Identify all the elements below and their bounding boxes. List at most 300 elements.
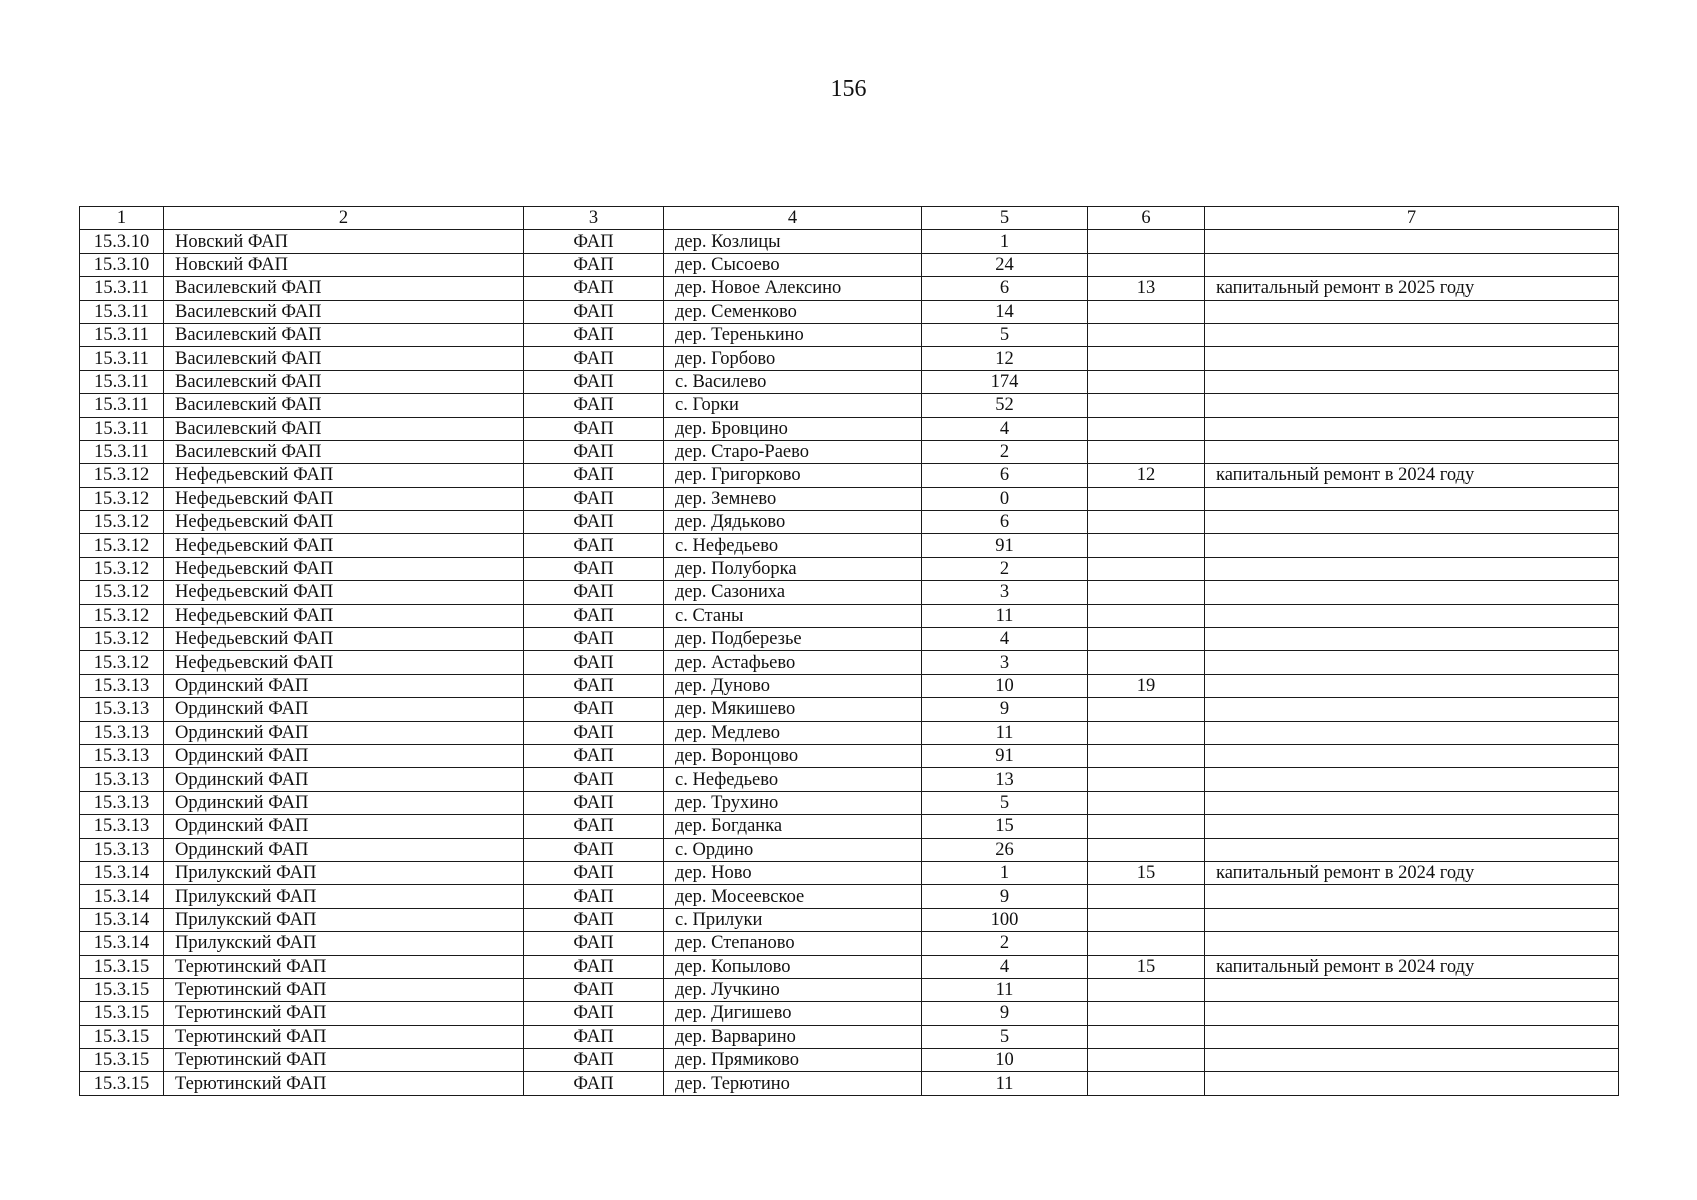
column-header: 4 [664, 207, 922, 230]
note-cell [1205, 370, 1619, 393]
count-cell [1088, 557, 1205, 580]
row-code-cell: 15.3.15 [80, 1072, 164, 1095]
facility-name-cell: Терютинский ФАП [164, 1049, 524, 1072]
population-cell: 11 [922, 978, 1088, 1001]
settlement-cell: дер. Копылово [664, 955, 922, 978]
settlement-cell: дер. Трухино [664, 791, 922, 814]
table-row [80, 768, 1619, 791]
facility-name-cell: Нефедьевский ФАП [164, 511, 524, 534]
note-cell: капитальный ремонт в 2024 году [1205, 861, 1619, 884]
note-cell [1205, 300, 1619, 323]
note-cell [1205, 698, 1619, 721]
table-row [80, 955, 1619, 978]
facility-name-cell: Нефедьевский ФАП [164, 557, 524, 580]
column-header: 3 [524, 207, 664, 230]
note-cell [1205, 932, 1619, 955]
settlement-cell: дер. Астафьево [664, 651, 922, 674]
table-row [80, 838, 1619, 861]
row-code-cell: 15.3.12 [80, 628, 164, 651]
count-cell [1088, 300, 1205, 323]
row-code-cell: 15.3.15 [80, 955, 164, 978]
facility-type-cell: ФАП [524, 674, 664, 697]
count-cell [1088, 323, 1205, 346]
row-code-cell: 15.3.12 [80, 464, 164, 487]
settlement-cell: с. Нефедьево [664, 768, 922, 791]
row-code-cell: 15.3.11 [80, 323, 164, 346]
facility-type-cell: ФАП [524, 932, 664, 955]
table-row [80, 230, 1619, 253]
settlement-cell: дер. Ново [664, 861, 922, 884]
facility-type-cell: ФАП [524, 557, 664, 580]
count-cell [1088, 230, 1205, 253]
row-code-cell: 15.3.11 [80, 417, 164, 440]
settlement-cell: с. Прилуки [664, 908, 922, 931]
note-cell [1205, 323, 1619, 346]
facility-name-cell: Василевский ФАП [164, 277, 524, 300]
count-cell [1088, 534, 1205, 557]
row-code-cell: 15.3.15 [80, 978, 164, 1001]
settlement-cell: дер. Терютино [664, 1072, 922, 1095]
population-cell: 3 [922, 581, 1088, 604]
population-cell: 2 [922, 440, 1088, 463]
settlement-cell: дер. Степаново [664, 932, 922, 955]
facility-name-cell: Василевский ФАП [164, 300, 524, 323]
row-code-cell: 15.3.14 [80, 908, 164, 931]
population-cell: 11 [922, 721, 1088, 744]
facility-name-cell: Ординский ФАП [164, 815, 524, 838]
facility-name-cell: Ординский ФАП [164, 698, 524, 721]
table-row [80, 815, 1619, 838]
table-row [80, 932, 1619, 955]
facility-name-cell: Нефедьевский ФАП [164, 628, 524, 651]
count-cell [1088, 511, 1205, 534]
settlement-cell: дер. Горбово [664, 347, 922, 370]
note-cell: капитальный ремонт в 2024 году [1205, 464, 1619, 487]
facility-type-cell: ФАП [524, 1049, 664, 1072]
table-row [80, 721, 1619, 744]
settlement-cell: дер. Мосеевское [664, 885, 922, 908]
population-cell: 9 [922, 885, 1088, 908]
facility-type-cell: ФАП [524, 885, 664, 908]
row-code-cell: 15.3.13 [80, 721, 164, 744]
facility-type-cell: ФАП [524, 323, 664, 346]
population-cell: 6 [922, 464, 1088, 487]
population-cell: 15 [922, 815, 1088, 838]
settlement-cell: дер. Медлево [664, 721, 922, 744]
table-row [80, 534, 1619, 557]
row-code-cell: 15.3.13 [80, 744, 164, 767]
facility-type-cell: ФАП [524, 744, 664, 767]
row-code-cell: 15.3.14 [80, 861, 164, 884]
table-body [80, 230, 1619, 1095]
settlement-cell: дер. Дядьково [664, 511, 922, 534]
population-cell: 12 [922, 347, 1088, 370]
note-cell [1205, 230, 1619, 253]
note-cell [1205, 557, 1619, 580]
count-cell [1088, 440, 1205, 463]
facility-type-cell: ФАП [524, 534, 664, 557]
settlement-cell: с. Нефедьево [664, 534, 922, 557]
column-header: 1 [80, 207, 164, 230]
settlement-cell: дер. Новое Алексино [664, 277, 922, 300]
note-cell [1205, 1025, 1619, 1048]
note-cell [1205, 721, 1619, 744]
facility-type-cell: ФАП [524, 253, 664, 276]
settlement-cell: с. Станы [664, 604, 922, 627]
count-cell [1088, 253, 1205, 276]
note-cell [1205, 674, 1619, 697]
note-cell: капитальный ремонт в 2025 году [1205, 277, 1619, 300]
note-cell [1205, 604, 1619, 627]
row-code-cell: 15.3.13 [80, 838, 164, 861]
count-cell: 15 [1088, 861, 1205, 884]
row-code-cell: 15.3.13 [80, 791, 164, 814]
facility-name-cell: Терютинский ФАП [164, 955, 524, 978]
table-row [80, 253, 1619, 276]
facility-name-cell: Нефедьевский ФАП [164, 534, 524, 557]
facility-name-cell: Ординский ФАП [164, 768, 524, 791]
settlement-cell: с. Василево [664, 370, 922, 393]
row-code-cell: 15.3.14 [80, 932, 164, 955]
settlement-cell: дер. Варварино [664, 1025, 922, 1048]
table-row [80, 581, 1619, 604]
population-cell: 2 [922, 932, 1088, 955]
note-cell [1205, 791, 1619, 814]
row-code-cell: 15.3.11 [80, 370, 164, 393]
facility-type-cell: ФАП [524, 628, 664, 651]
table-row [80, 698, 1619, 721]
population-cell: 1 [922, 861, 1088, 884]
table-row [80, 1072, 1619, 1095]
population-cell: 0 [922, 487, 1088, 510]
settlement-cell: дер. Полуборка [664, 557, 922, 580]
facility-type-cell: ФАП [524, 277, 664, 300]
table-row [80, 1049, 1619, 1072]
facility-name-cell: Ординский ФАП [164, 721, 524, 744]
settlement-cell: дер. Подберезье [664, 628, 922, 651]
table-row [80, 628, 1619, 651]
facility-type-cell: ФАП [524, 1002, 664, 1025]
settlement-cell: дер. Семенково [664, 300, 922, 323]
note-cell [1205, 768, 1619, 791]
facility-type-cell: ФАП [524, 698, 664, 721]
facility-name-cell: Прилукский ФАП [164, 908, 524, 931]
facility-name-cell: Василевский ФАП [164, 417, 524, 440]
facility-type-cell: ФАП [524, 815, 664, 838]
count-cell [1088, 885, 1205, 908]
row-code-cell: 15.3.11 [80, 347, 164, 370]
settlement-cell: дер. Лучкино [664, 978, 922, 1001]
note-cell [1205, 347, 1619, 370]
count-cell [1088, 604, 1205, 627]
settlement-cell: дер. Воронцово [664, 744, 922, 767]
facility-type-cell: ФАП [524, 300, 664, 323]
facility-type-cell: ФАП [524, 394, 664, 417]
note-cell [1205, 978, 1619, 1001]
count-cell [1088, 628, 1205, 651]
note-cell [1205, 885, 1619, 908]
population-cell: 1 [922, 230, 1088, 253]
table-row [80, 791, 1619, 814]
row-code-cell: 15.3.12 [80, 651, 164, 674]
count-cell [1088, 394, 1205, 417]
column-header: 5 [922, 207, 1088, 230]
count-cell [1088, 487, 1205, 510]
population-cell: 91 [922, 534, 1088, 557]
settlement-cell: дер. Богданка [664, 815, 922, 838]
count-cell [1088, 1049, 1205, 1072]
facility-name-cell: Новский ФАП [164, 230, 524, 253]
note-cell [1205, 1002, 1619, 1025]
facility-name-cell: Василевский ФАП [164, 440, 524, 463]
facility-type-cell: ФАП [524, 768, 664, 791]
population-cell: 10 [922, 674, 1088, 697]
note-cell [1205, 1049, 1619, 1072]
note-cell [1205, 651, 1619, 674]
facility-type-cell: ФАП [524, 721, 664, 744]
count-cell [1088, 791, 1205, 814]
facility-type-cell: ФАП [524, 861, 664, 884]
settlement-cell: дер. Дуново [664, 674, 922, 697]
facility-type-cell: ФАП [524, 604, 664, 627]
note-cell [1205, 394, 1619, 417]
facility-type-cell: ФАП [524, 908, 664, 931]
population-cell: 14 [922, 300, 1088, 323]
count-cell [1088, 744, 1205, 767]
row-code-cell: 15.3.13 [80, 698, 164, 721]
facility-type-cell: ФАП [524, 581, 664, 604]
population-cell: 5 [922, 1025, 1088, 1048]
row-code-cell: 15.3.13 [80, 768, 164, 791]
facility-type-cell: ФАП [524, 955, 664, 978]
facility-type-cell: ФАП [524, 440, 664, 463]
table-row [80, 347, 1619, 370]
facility-name-cell: Нефедьевский ФАП [164, 581, 524, 604]
note-cell [1205, 838, 1619, 861]
header-row [80, 207, 1619, 230]
row-code-cell: 15.3.11 [80, 277, 164, 300]
facility-name-cell: Ординский ФАП [164, 674, 524, 697]
row-code-cell: 15.3.10 [80, 253, 164, 276]
settlement-cell: дер. Григорково [664, 464, 922, 487]
facility-name-cell: Василевский ФАП [164, 347, 524, 370]
page-number: 156 [830, 76, 867, 102]
row-code-cell: 15.3.10 [80, 230, 164, 253]
table-row [80, 1025, 1619, 1048]
table-row [80, 300, 1619, 323]
note-cell [1205, 253, 1619, 276]
settlement-cell: дер. Старо-Раево [664, 440, 922, 463]
count-cell: 12 [1088, 464, 1205, 487]
population-cell: 4 [922, 417, 1088, 440]
row-code-cell: 15.3.11 [80, 300, 164, 323]
population-cell: 9 [922, 698, 1088, 721]
row-code-cell: 15.3.15 [80, 1025, 164, 1048]
table-row [80, 323, 1619, 346]
row-code-cell: 15.3.12 [80, 604, 164, 627]
note-cell [1205, 815, 1619, 838]
population-cell: 52 [922, 394, 1088, 417]
column-header: 6 [1088, 207, 1205, 230]
table-row [80, 370, 1619, 393]
settlement-cell: с. Горки [664, 394, 922, 417]
facility-name-cell: Терютинский ФАП [164, 1002, 524, 1025]
count-cell [1088, 768, 1205, 791]
facility-name-cell: Василевский ФАП [164, 394, 524, 417]
table-row [80, 604, 1619, 627]
table-row [80, 487, 1619, 510]
facility-name-cell: Ординский ФАП [164, 744, 524, 767]
note-cell [1205, 487, 1619, 510]
facility-type-cell: ФАП [524, 511, 664, 534]
column-header: 2 [164, 207, 524, 230]
population-cell: 4 [922, 628, 1088, 651]
facility-name-cell: Прилукский ФАП [164, 861, 524, 884]
row-code-cell: 15.3.12 [80, 581, 164, 604]
facility-name-cell: Терютинский ФАП [164, 1025, 524, 1048]
population-cell: 11 [922, 604, 1088, 627]
table-row [80, 861, 1619, 884]
count-cell: 13 [1088, 277, 1205, 300]
table-row [80, 744, 1619, 767]
facility-type-cell: ФАП [524, 230, 664, 253]
population-cell: 6 [922, 277, 1088, 300]
facility-type-cell: ФАП [524, 417, 664, 440]
population-cell: 4 [922, 955, 1088, 978]
population-cell: 10 [922, 1049, 1088, 1072]
settlement-cell: дер. Бровцино [664, 417, 922, 440]
count-cell [1088, 651, 1205, 674]
row-code-cell: 15.3.15 [80, 1002, 164, 1025]
note-cell [1205, 744, 1619, 767]
data-table [79, 206, 1619, 1096]
table-row [80, 511, 1619, 534]
count-cell [1088, 1072, 1205, 1095]
count-cell [1088, 908, 1205, 931]
settlement-cell: дер. Прямиково [664, 1049, 922, 1072]
facility-name-cell: Нефедьевский ФАП [164, 604, 524, 627]
row-code-cell: 15.3.13 [80, 815, 164, 838]
count-cell [1088, 347, 1205, 370]
note-cell [1205, 908, 1619, 931]
facility-type-cell: ФАП [524, 464, 664, 487]
row-code-cell: 15.3.14 [80, 885, 164, 908]
count-cell [1088, 815, 1205, 838]
settlement-cell: дер. Мякишево [664, 698, 922, 721]
count-cell: 15 [1088, 955, 1205, 978]
facility-type-cell: ФАП [524, 838, 664, 861]
facility-name-cell: Нефедьевский ФАП [164, 464, 524, 487]
population-cell: 3 [922, 651, 1088, 674]
population-cell: 26 [922, 838, 1088, 861]
row-code-cell: 15.3.12 [80, 534, 164, 557]
population-cell: 13 [922, 768, 1088, 791]
settlement-cell: дер. Земнево [664, 487, 922, 510]
facility-name-cell: Нефедьевский ФАП [164, 651, 524, 674]
count-cell [1088, 838, 1205, 861]
settlement-cell: с. Ордино [664, 838, 922, 861]
population-cell: 5 [922, 791, 1088, 814]
facility-type-cell: ФАП [524, 370, 664, 393]
facility-type-cell: ФАП [524, 1072, 664, 1095]
settlement-cell: дер. Козлицы [664, 230, 922, 253]
table-row [80, 464, 1619, 487]
population-cell: 6 [922, 511, 1088, 534]
facility-type-cell: ФАП [524, 1025, 664, 1048]
table-row [80, 1002, 1619, 1025]
note-cell [1205, 440, 1619, 463]
settlement-cell: дер. Дигишево [664, 1002, 922, 1025]
table-row [80, 440, 1619, 463]
facility-name-cell: Ординский ФАП [164, 838, 524, 861]
row-code-cell: 15.3.12 [80, 487, 164, 510]
facility-type-cell: ФАП [524, 487, 664, 510]
population-cell: 5 [922, 323, 1088, 346]
population-cell: 9 [922, 1002, 1088, 1025]
note-cell: капитальный ремонт в 2024 году [1205, 955, 1619, 978]
facility-name-cell: Новский ФАП [164, 253, 524, 276]
facility-name-cell: Терютинский ФАП [164, 1072, 524, 1095]
table-row [80, 978, 1619, 1001]
table-row [80, 885, 1619, 908]
column-header: 7 [1205, 207, 1619, 230]
table-row [80, 394, 1619, 417]
settlement-cell: дер. Сазониха [664, 581, 922, 604]
population-cell: 24 [922, 253, 1088, 276]
row-code-cell: 15.3.12 [80, 557, 164, 580]
facility-type-cell: ФАП [524, 978, 664, 1001]
population-cell: 100 [922, 908, 1088, 931]
note-cell [1205, 417, 1619, 440]
note-cell [1205, 581, 1619, 604]
note-cell [1205, 1072, 1619, 1095]
note-cell [1205, 511, 1619, 534]
settlement-cell: дер. Сысоево [664, 253, 922, 276]
facility-type-cell: ФАП [524, 651, 664, 674]
facility-name-cell: Василевский ФАП [164, 370, 524, 393]
settlement-cell: дер. Теренькино [664, 323, 922, 346]
count-cell [1088, 721, 1205, 744]
population-cell: 2 [922, 557, 1088, 580]
population-cell: 11 [922, 1072, 1088, 1095]
count-cell [1088, 978, 1205, 1001]
row-code-cell: 15.3.11 [80, 440, 164, 463]
facility-name-cell: Прилукский ФАП [164, 885, 524, 908]
count-cell [1088, 417, 1205, 440]
facility-name-cell: Ординский ФАП [164, 791, 524, 814]
table-row [80, 674, 1619, 697]
facility-type-cell: ФАП [524, 347, 664, 370]
population-cell: 91 [922, 744, 1088, 767]
note-cell [1205, 628, 1619, 651]
count-cell [1088, 370, 1205, 393]
facility-type-cell: ФАП [524, 791, 664, 814]
count-cell: 19 [1088, 674, 1205, 697]
table-row [80, 277, 1619, 300]
facility-name-cell: Прилукский ФАП [164, 932, 524, 955]
row-code-cell: 15.3.11 [80, 394, 164, 417]
row-code-cell: 15.3.12 [80, 511, 164, 534]
population-cell: 174 [922, 370, 1088, 393]
table-row [80, 417, 1619, 440]
table-row [80, 908, 1619, 931]
count-cell [1088, 581, 1205, 604]
row-code-cell: 15.3.13 [80, 674, 164, 697]
row-code-cell: 15.3.15 [80, 1049, 164, 1072]
facility-name-cell: Терютинский ФАП [164, 978, 524, 1001]
count-cell [1088, 698, 1205, 721]
count-cell [1088, 932, 1205, 955]
